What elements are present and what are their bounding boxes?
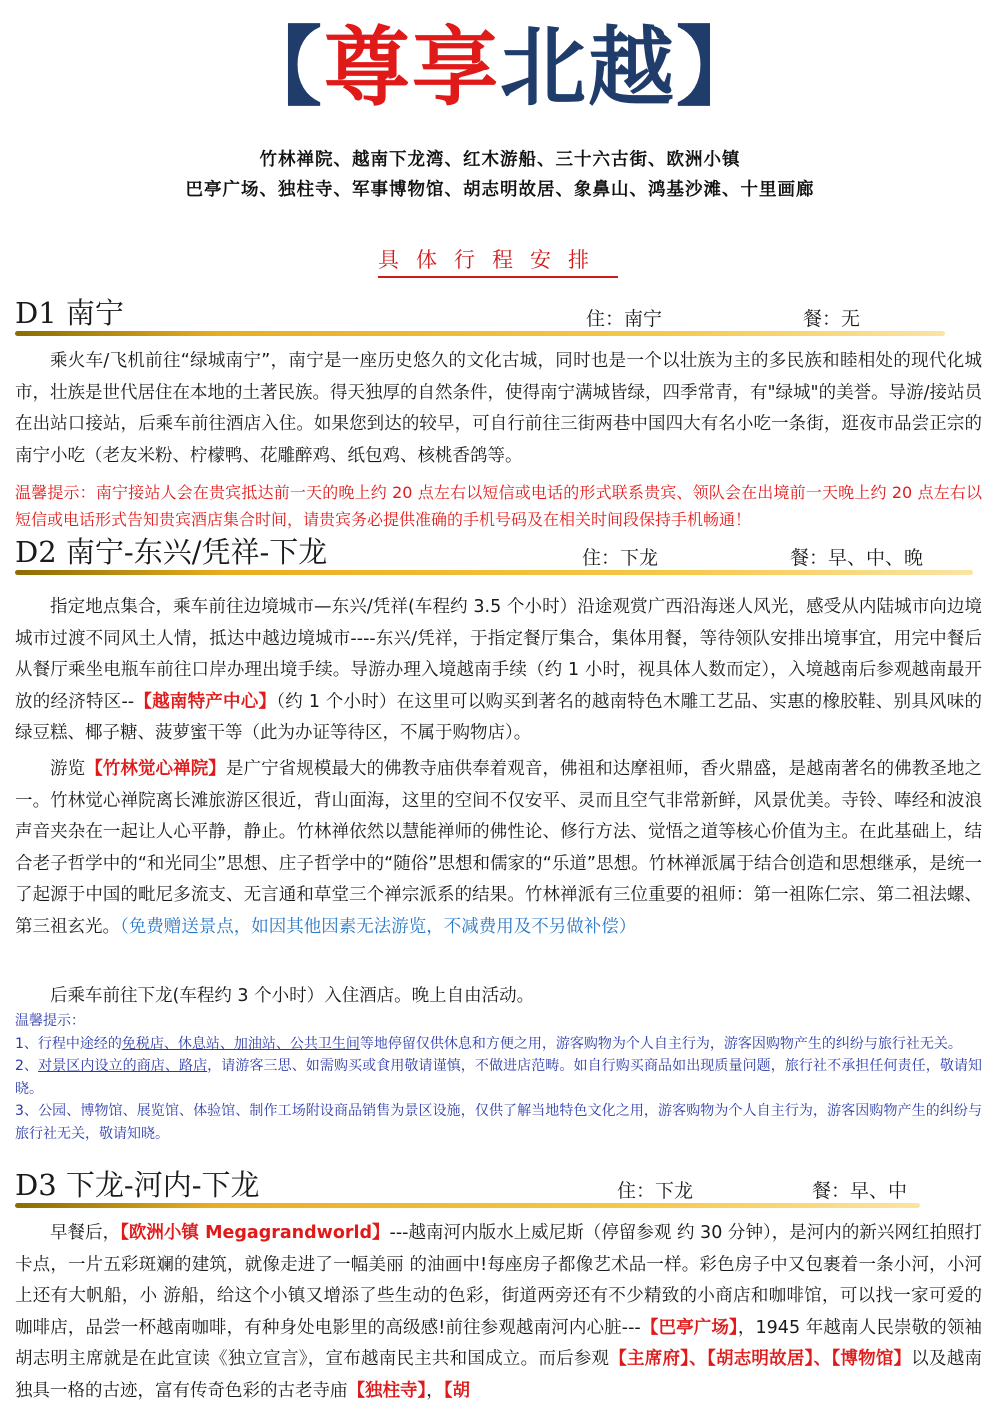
title-red-part: 尊享 — [324, 17, 500, 118]
day2-paragraph-2 — [15, 754, 982, 943]
tip-1-suffix: 等地停留仅供休息和方便之用，游客购物为个人自主行为，游客因购物产生的纠纷与旅行社无关。 — [359, 1035, 962, 1052]
day2-p2-text-a: 游览 — [50, 759, 86, 779]
day1-body: 乘火车/飞机前往“绿城南宁”，南宁是一座历史悠久的文化古城，同时也是一个以壮族为主的多民族和睦相处的现代化城市，壮族是世代居住在本地的土著民族。得天独厚的自然条件，使得南宁满城皆绿，四季常青，有"绿城"的美誉。导游/接站员在出站口接站，后乘车前往酒店入住。如果您到达的较早，可自行前往三街两巷中国四大有名小吃一条街，逛夜市品尝正宗的南宁小吃（老友米粉、柠檬鸭、花雕醉鸡、纸包鸡、核桃香鸽等。 — [15, 351, 982, 466]
title-bracket-close: 】 — [676, 17, 764, 118]
day3-title: D3 下龙-河内-下龙 — [15, 1168, 260, 1202]
day2-p2-text-b: 是广宁省规模最大的佛教寺庙供奉着观音，佛祖和达摩祖师，香火鼎盛，是越南著名的佛教圣地之一。竹林觉心禅院离长滩旅游区很近，背山面海，这里的空间不仅安平、灵而且空气非常新鲜，风景优美。寺铃、唪经和波浪声音夹杂在一起让人心平静，静止。竹林禅依然以慧能禅师的佛性论、修行方法、觉悟之道等核心价值为主。在此基础上，结合老子哲学中的“和光同尘”思想、庄子哲学中的“随俗”思想和儒家的“乐道”思想。竹林禅派属于结合创造和思想继承，是统一了起源于中国的毗尼多流支、无言通和草堂三个禅宗派系的结果。竹林禅派有三位重要的祖师：第一祖陈仁宗、第二祖法螺、第三祖玄光。 — [15, 759, 983, 937]
tips-title: 温馨提示： — [15, 1013, 85, 1029]
tip-3: 3、公园、博物馆、展览馆、体验馆、制作工场附设商品销售为景区设施，仅供了解当地特色文化之用，游客购物为个人自主行为，游客因购物产生的纠纷与旅行社无关，敬请知晓。 — [15, 1103, 982, 1142]
day3-text-1: 早餐后， — [50, 1223, 121, 1243]
day2-title: D2 南宁-东兴/凭祥-下龙 — [15, 535, 328, 569]
day1-meals: 餐：无 — [803, 308, 861, 330]
day3-text-2: ---越南河内版水上威尼斯（停留参观 约 30 分钟），是河内的新兴网红拍照打卡点，一片五彩斑斓的建筑，就像走进了一幅美丽 的油画中!每座房子都像艺术品一样。彩色房子中又包裹着一条小河，小河上还有大帆船，小 游船，给这个小镇又增添了些生动的色彩，街道两旁还有不少精致的小商店和咖啡馆，可以找一家可爱的咖啡店，品尝一杯越南咖啡，有种身处电影里的高级感!前往参观越南河内心脏--- — [15, 1223, 982, 1338]
tip-2-prefix: 2、 — [15, 1058, 39, 1074]
day3-stay: 住：下龙 — [617, 1180, 694, 1202]
day3-highlight-1: 【欧洲小镇 Megagrandworld】 — [120, 1223, 390, 1243]
spots-line-2: 巴亭广场、独柱寺、军事博物馆、胡志明故居、象鼻山、鸿基沙滩、十里画廊 — [185, 180, 815, 200]
day2-meals: 餐：早、中、晚 — [790, 547, 924, 569]
title-blue-part: 北越 — [500, 17, 676, 118]
tip-2 — [15, 1055, 982, 1100]
day3-highlight-5: 【胡 — [443, 1380, 470, 1401]
tip-1-prefix: 1、行程中途经的 — [15, 1035, 122, 1052]
day3-highlight-3: 【主席府】、【胡志明故居】、【博物馆】 — [609, 1349, 912, 1369]
day1-title: D1 南宁 — [15, 296, 124, 330]
day2-stay: 住：下龙 — [582, 547, 659, 569]
spots-line-1: 竹林禅院、越南下龙湾、红木游船、三十六古街、欧洲小镇 — [259, 150, 741, 170]
day3-paragraph — [15, 1218, 982, 1407]
day1-underline — [15, 331, 945, 336]
day2-p2-note: （免费赠送景点，如因其他因素无法游览，不减费用及不另做补偿） — [120, 916, 637, 937]
day2-p1-text-b: （约 1 个小时）在这里可以购买到著名的越南特色木雕工艺品、实惠的橡胶鞋、别具风味的绿豆糕、椰子糖、菠萝蜜干等（此为办证等待区，不属于购物店）。 — [15, 691, 982, 743]
title-bracket-open: 【 — [236, 17, 324, 118]
day2-p1-highlight: 【越南特产中心】 — [134, 691, 277, 712]
day3-underline — [15, 1203, 920, 1208]
day1-warning: 温馨提示：南宁接站人会在贵宾抵达前一天的晚上约 20 点左右以短信或电话的形式联系贵宾、领队会在出境前一天晚上约 20 点左右以短信或电话形式告知贵宾酒店集合时间，请贵宾务必提供准确的手机号码及在相关时间段保持手机畅通！ — [15, 483, 982, 529]
day2-header — [15, 535, 945, 575]
day2-p1-text-a: 指定地点集合，乘车前往边境城市—东兴/凭祥(车程约 3.5 个小时）沿途观赏广西沿海迷人风光，感受从内陆城市向边境城市过渡不同风土人情，抵达中越边境城市----东兴/凭祥，于指定餐厅集合，集体用餐，等待领队安排出境事宜，用完中餐后从餐厅乘坐电瓶车前往口岸办理出境手续。导游办理入境越南手续（约 1 小时，视具体人数而定），入境越南后参观越南最开放的经济特区-- — [15, 597, 982, 712]
tip-2-suffix: ，请游客三思、如需购买或食用敬请谨慎，不做进店范畴。如自行购买商品如出现质量问题，旅行社不承担任何责任，敬请知晓。 — [15, 1058, 982, 1097]
day3-highlight-2: 【巴亭广场】 — [640, 1317, 738, 1338]
itinerary-subtitle: 具体行程安排 — [378, 244, 618, 278]
tip-1 — [15, 1033, 982, 1056]
day1-stay: 住：南宁 — [586, 308, 663, 330]
day2-p2-highlight: 【竹林觉心禅院】 — [85, 759, 226, 779]
day1-header — [15, 296, 945, 336]
day2-tips — [15, 1010, 982, 1145]
day2-paragraph-3: 后乘车前往下龙(车程约 3 个小时）入住酒店。晚上自由活动。 — [50, 986, 535, 1006]
day3-text-3: ，1945 年越南人民崇敬的领袖胡志明主席就是在此宣读《独立宣言》，宣布越南民主共和国成立。而后参观 — [15, 1317, 982, 1369]
page-title — [0, 18, 1000, 118]
day2-underline — [15, 570, 973, 575]
tip-2-underlined: 对景区内设立的商店、路店 — [38, 1058, 208, 1074]
day3-header — [15, 1168, 945, 1208]
day3-meals: 餐：早、中 — [812, 1180, 908, 1202]
day3-text-5: ， — [426, 1380, 444, 1401]
day3-highlight-4: 【独柱寺】 — [347, 1380, 427, 1401]
day3-text-4: 以及越南独具一格的古迹，富有传奇色彩的古老寺庙 — [15, 1349, 983, 1401]
day2-paragraph-1 — [15, 592, 982, 750]
tip-1-underlined: 免税店、休息站、加油站、公共卫生间 — [121, 1035, 360, 1052]
